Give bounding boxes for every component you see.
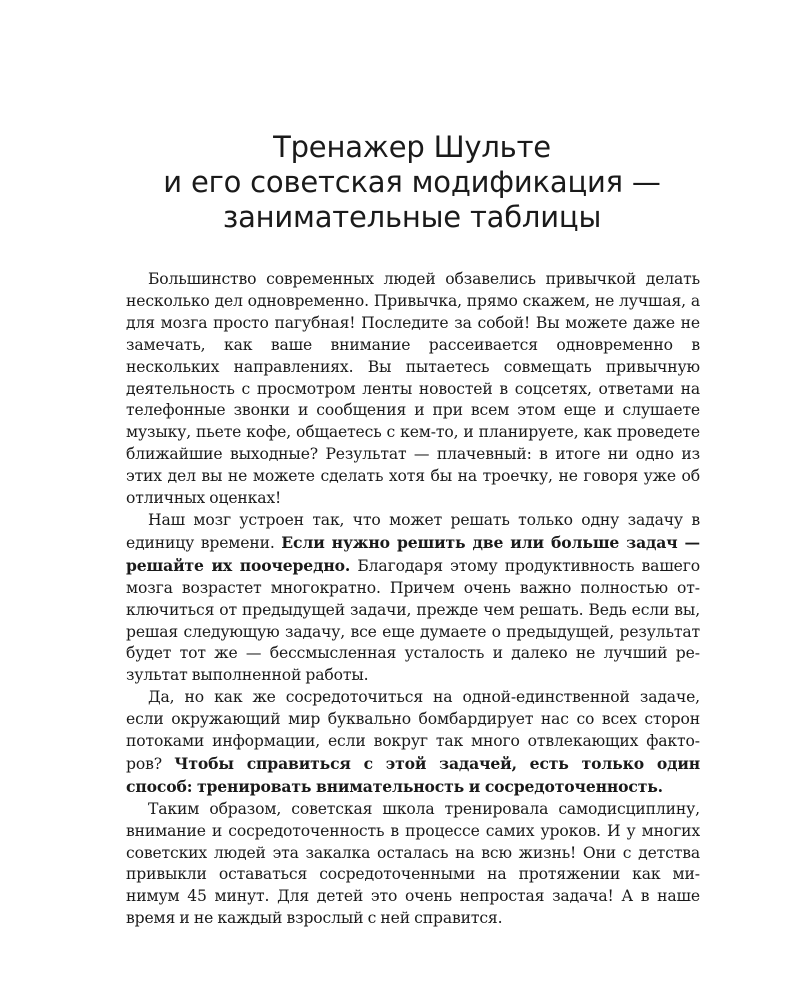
- chapter-title: [100, 130, 724, 235]
- chapter-title-line-3: занимательные таблицы: [222, 200, 602, 234]
- chapter-title-line-1: Тренажер Шульте: [273, 130, 551, 164]
- body-text: [126, 269, 700, 930]
- paragraph-2-text-b: Благодаря этому продуктивность вашего мозга возрастет многократно. Причем очень важно полностью отключиться от предыдущей задачи, прежде чем решать. Ведь если вы, решая следующую задачу, все еще думаете о предыдущей, результат будет тот же — бессмысленная усталость и далеко не лучший результат выполненной работы.: [126, 556, 701, 685]
- chapter-title-line-2: и его советская модификация —: [163, 165, 661, 199]
- paragraph-2: [126, 510, 700, 687]
- paragraph-1: [126, 269, 700, 510]
- paragraph-1-text: Большинство современных людей обзавелись привычкой делать несколько дел одновременно. Привычка, прямо скажем, не лучшая, а для мозга просто пагубная! Последите за собой! Вы можете даже не замечать, как ваше внимание рассеивается одновременно в нескольких направлениях. Вы пытаетесь совмещать привычную деятельность с просмотром ленты новостей в соцсетях, ответами на телефонные звонки и сообщения и при всем этом еще и слушаете музыку, пьете кофе, общаетесь с кем-то, и планируете, как проведете ближайшие выходные? Результат — плачевный: в итоге ни одно из этих дел вы не можете сделать хотя бы на троечку, не говоря уже об отличных оценках!: [126, 270, 700, 508]
- paragraph-3-bold-text: Чтобы справиться с этой задачей, есть только один способ: тренировать внимательность и сосредоточенность.: [126, 753, 700, 796]
- paragraph-4: [126, 799, 700, 930]
- paragraph-4-text: Таким образом, советская школа тренировала самодисциплину, внимание и сосредоточенность в процессе самих уроков. И у многих советских людей эта закалка осталась на всю жизнь! Они с детства привыкли оставаться сосредоточенными на протяжении как минимум 45 минут. Для детей это очень непростая задача! А в наше время и не каждый взрослый с ней справится.: [126, 799, 700, 928]
- paragraph-3-text: Да, но как же сосредоточиться на одной-единственной задаче, если окружающий мир буквально бомбардирует нас со всех сторон потоками информации, если вокруг так много отвлекающих факторов?: [126, 688, 700, 773]
- paragraph-3: [126, 687, 700, 799]
- paragraph-2-text-a: Наш мозг устроен так, что может решать только одну задачу в единицу времени.: [126, 510, 700, 552]
- paragraph-2-bold-text: Если нужно решить две или больше задач — решайте их поочередно.: [126, 532, 701, 575]
